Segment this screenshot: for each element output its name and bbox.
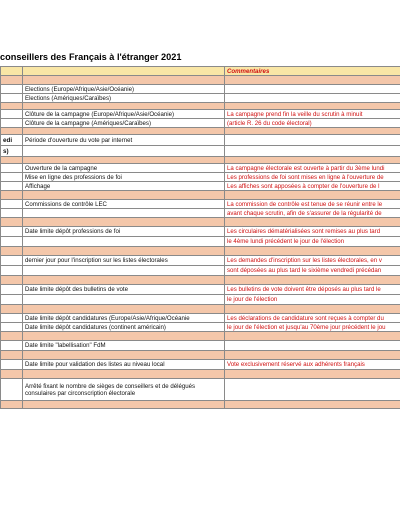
table-row: [1, 276, 400, 285]
comment-cell[interactable]: [225, 305, 400, 314]
table-row: [1, 76, 400, 85]
event-cell[interactable]: Date limite dépôt professions de foi: [23, 227, 225, 237]
date-cell[interactable]: [1, 360, 23, 370]
date-cell[interactable]: [1, 401, 23, 409]
comment-cell[interactable]: [225, 85, 400, 94]
event-cell[interactable]: [23, 157, 225, 164]
table-row: [1, 341, 400, 351]
date-cell[interactable]: [1, 295, 23, 305]
date-cell[interactable]: [1, 191, 23, 200]
event-cell[interactable]: [23, 332, 225, 341]
comment-cell[interactable]: Les affiches sont apposées à compter de l'ouverture de l: [225, 182, 400, 191]
table-row: [1, 146, 400, 157]
comment-cell[interactable]: Les circulaires dématérialisées sont remises au plus tard: [225, 227, 400, 237]
date-cell[interactable]: [1, 314, 23, 323]
header-row: [1, 67, 400, 76]
event-cell[interactable]: Mise en ligne des professions de foi: [23, 173, 225, 182]
table-row: [1, 135, 400, 146]
date-cell[interactable]: [1, 323, 23, 332]
date-cell[interactable]: [1, 305, 23, 314]
date-cell[interactable]: s): [1, 146, 23, 157]
table-row: [1, 305, 400, 314]
table-row: [1, 173, 400, 182]
event-cell[interactable]: Clôture de la campagne (Amériques/Caraïbes): [23, 119, 225, 128]
event-cell[interactable]: [23, 237, 225, 247]
event-cell[interactable]: [23, 351, 225, 360]
event-cell[interactable]: Date limite pour validation des listes au niveau local: [23, 360, 225, 370]
date-cell[interactable]: [1, 218, 23, 227]
comment-cell[interactable]: (article R. 26 du code électoral): [225, 119, 400, 128]
event-cell[interactable]: [23, 266, 225, 276]
event-cell[interactable]: dernier jour pour l'inscription sur les listes électorales: [23, 256, 225, 266]
table-row: [1, 237, 400, 247]
date-cell[interactable]: [1, 119, 23, 128]
event-cell[interactable]: [23, 76, 225, 85]
comment-cell[interactable]: Vote exclusivement réservé aux adhérents français: [225, 360, 400, 370]
table-row: [1, 247, 400, 256]
comment-cell[interactable]: Les bulletins de vote doivent être déposés au plus tard le: [225, 285, 400, 295]
comment-cell[interactable]: [225, 218, 400, 227]
date-cell[interactable]: [1, 200, 23, 209]
event-cell[interactable]: Date limite dépôt candidatures (continent américain): [23, 323, 225, 332]
event-cell[interactable]: Elections (Europe/Afrique/Asie/Océanie): [23, 85, 225, 94]
event-cell[interactable]: [23, 305, 225, 314]
comment-cell[interactable]: [225, 128, 400, 135]
event-cell[interactable]: Date limite "labellisation" FdM: [23, 341, 225, 351]
table-row: [1, 351, 400, 360]
comment-cell[interactable]: [225, 94, 400, 103]
date-cell[interactable]: [1, 276, 23, 285]
table-row: [1, 191, 400, 200]
date-cell[interactable]: [1, 103, 23, 110]
event-cell[interactable]: [23, 247, 225, 256]
comment-cell[interactable]: [225, 135, 400, 146]
table-row: [1, 370, 400, 379]
event-cell[interactable]: [23, 295, 225, 305]
date-cell[interactable]: [1, 341, 23, 351]
table-row: [1, 209, 400, 218]
table-row: [1, 295, 400, 305]
comment-cell[interactable]: [225, 276, 400, 285]
table-row: [1, 119, 400, 128]
comment-cell[interactable]: [225, 379, 400, 401]
table-row: [1, 128, 400, 135]
table-row: [1, 227, 400, 237]
table-row: [1, 323, 400, 332]
comment-cell[interactable]: [225, 103, 400, 110]
calendar-table: [0, 66, 400, 409]
date-cell[interactable]: [1, 157, 23, 164]
comment-cell[interactable]: [225, 76, 400, 85]
date-cell[interactable]: edi: [1, 135, 23, 146]
date-cell[interactable]: [1, 247, 23, 256]
table-row: [1, 157, 400, 164]
event-cell[interactable]: Arrêté fixant le nombre de sièges de conseillers et de délégués consulaires par circonscription électorale: [23, 379, 225, 401]
table-row: [1, 182, 400, 191]
table-row: [1, 103, 400, 110]
table-row: [1, 218, 400, 227]
comment-cell[interactable]: [225, 351, 400, 360]
table-row: [1, 164, 400, 173]
event-cell[interactable]: Période d'ouverture du vote par internet: [23, 135, 225, 146]
table-row: [1, 266, 400, 276]
date-cell[interactable]: [1, 285, 23, 295]
date-cell[interactable]: [1, 76, 23, 85]
comment-cell[interactable]: le jour de l'élection et jusqu'au 70ème jour précédent le jou: [225, 323, 400, 332]
event-cell[interactable]: [23, 191, 225, 200]
sheet-title: conseillers des Français à l'étranger 2021: [0, 52, 182, 62]
header-cell-1[interactable]: [1, 67, 23, 76]
comment-cell[interactable]: Les professions de foi sont mises en ligne à l'ouverture de: [225, 173, 400, 182]
table-row: [1, 110, 400, 119]
date-cell[interactable]: [1, 110, 23, 119]
comment-cell[interactable]: La campagne prend fin la veille du scrutin à minuit: [225, 110, 400, 119]
date-cell[interactable]: [1, 379, 23, 401]
table-row: [1, 285, 400, 295]
table-row: [1, 200, 400, 209]
event-cell[interactable]: [23, 370, 225, 379]
event-cell[interactable]: [23, 103, 225, 110]
date-cell[interactable]: [1, 85, 23, 94]
event-cell[interactable]: Commissions de contrôle LEC: [23, 200, 225, 209]
header-cell-comments[interactable]: Commentaires: [225, 67, 400, 76]
event-cell[interactable]: [23, 276, 225, 285]
comment-cell[interactable]: [225, 341, 400, 351]
comment-cell[interactable]: La campagne électorale est ouverte à partir du 3ème lundi: [225, 164, 400, 173]
event-cell[interactable]: Elections (Amériques/Caraïbes): [23, 94, 225, 103]
comment-cell[interactable]: [225, 401, 400, 409]
event-cell[interactable]: [23, 209, 225, 218]
event-cell[interactable]: [23, 128, 225, 135]
date-cell[interactable]: [1, 351, 23, 360]
date-cell[interactable]: [1, 266, 23, 276]
event-cell[interactable]: Date limite dépôt candidatures (Europe/Asie/Afrique/Océanie: [23, 314, 225, 323]
event-cell[interactable]: Affichage: [23, 182, 225, 191]
comment-cell[interactable]: le jour de l'élection: [225, 295, 400, 305]
table-row: [1, 314, 400, 323]
comment-cell[interactable]: [225, 247, 400, 256]
event-cell[interactable]: [23, 146, 225, 157]
date-cell[interactable]: [1, 164, 23, 173]
table-row: [1, 85, 400, 94]
event-cell[interactable]: [23, 218, 225, 227]
comment-cell[interactable]: La commission de contrôle est tenue de se réunir entre le: [225, 200, 400, 209]
comment-cell[interactable]: [225, 157, 400, 164]
date-cell[interactable]: [1, 227, 23, 237]
table-row: [1, 256, 400, 266]
comment-cell[interactable]: [225, 332, 400, 341]
comment-cell[interactable]: [225, 146, 400, 157]
table-row: [1, 401, 400, 409]
comment-cell[interactable]: Les déclarations de candidature sont reçues à compter du: [225, 314, 400, 323]
table-row: [1, 360, 400, 370]
comment-cell[interactable]: Les demandes d'inscription sur les listes électorales, en v: [225, 256, 400, 266]
comment-cell[interactable]: le 4ème lundi précédent le jour de l'élection: [225, 237, 400, 247]
comment-cell[interactable]: sont déposées au plus tard le sixième vendredi précédan: [225, 266, 400, 276]
comment-cell[interactable]: [225, 191, 400, 200]
date-cell[interactable]: [1, 209, 23, 218]
event-cell[interactable]: Ouverture de la campagne: [23, 164, 225, 173]
table-row: [1, 94, 400, 103]
event-cell[interactable]: Clôture de la campagne (Europe/Afrique/Asie/Océanie): [23, 110, 225, 119]
date-cell[interactable]: [1, 332, 23, 341]
date-cell[interactable]: [1, 182, 23, 191]
date-cell[interactable]: [1, 128, 23, 135]
date-cell[interactable]: [1, 94, 23, 103]
comment-cell[interactable]: avant chaque scrutin, afin de s'assurer de la régularité de: [225, 209, 400, 218]
event-cell[interactable]: [23, 401, 225, 409]
event-cell[interactable]: Date limite dépôt des bulletins de vote: [23, 285, 225, 295]
date-cell[interactable]: [1, 256, 23, 266]
date-cell[interactable]: [1, 370, 23, 379]
comment-cell[interactable]: [225, 370, 400, 379]
table-row: [1, 332, 400, 341]
date-cell[interactable]: [1, 237, 23, 247]
date-cell[interactable]: [1, 173, 23, 182]
table-row: [1, 379, 400, 401]
header-cell-2[interactable]: [23, 67, 225, 76]
